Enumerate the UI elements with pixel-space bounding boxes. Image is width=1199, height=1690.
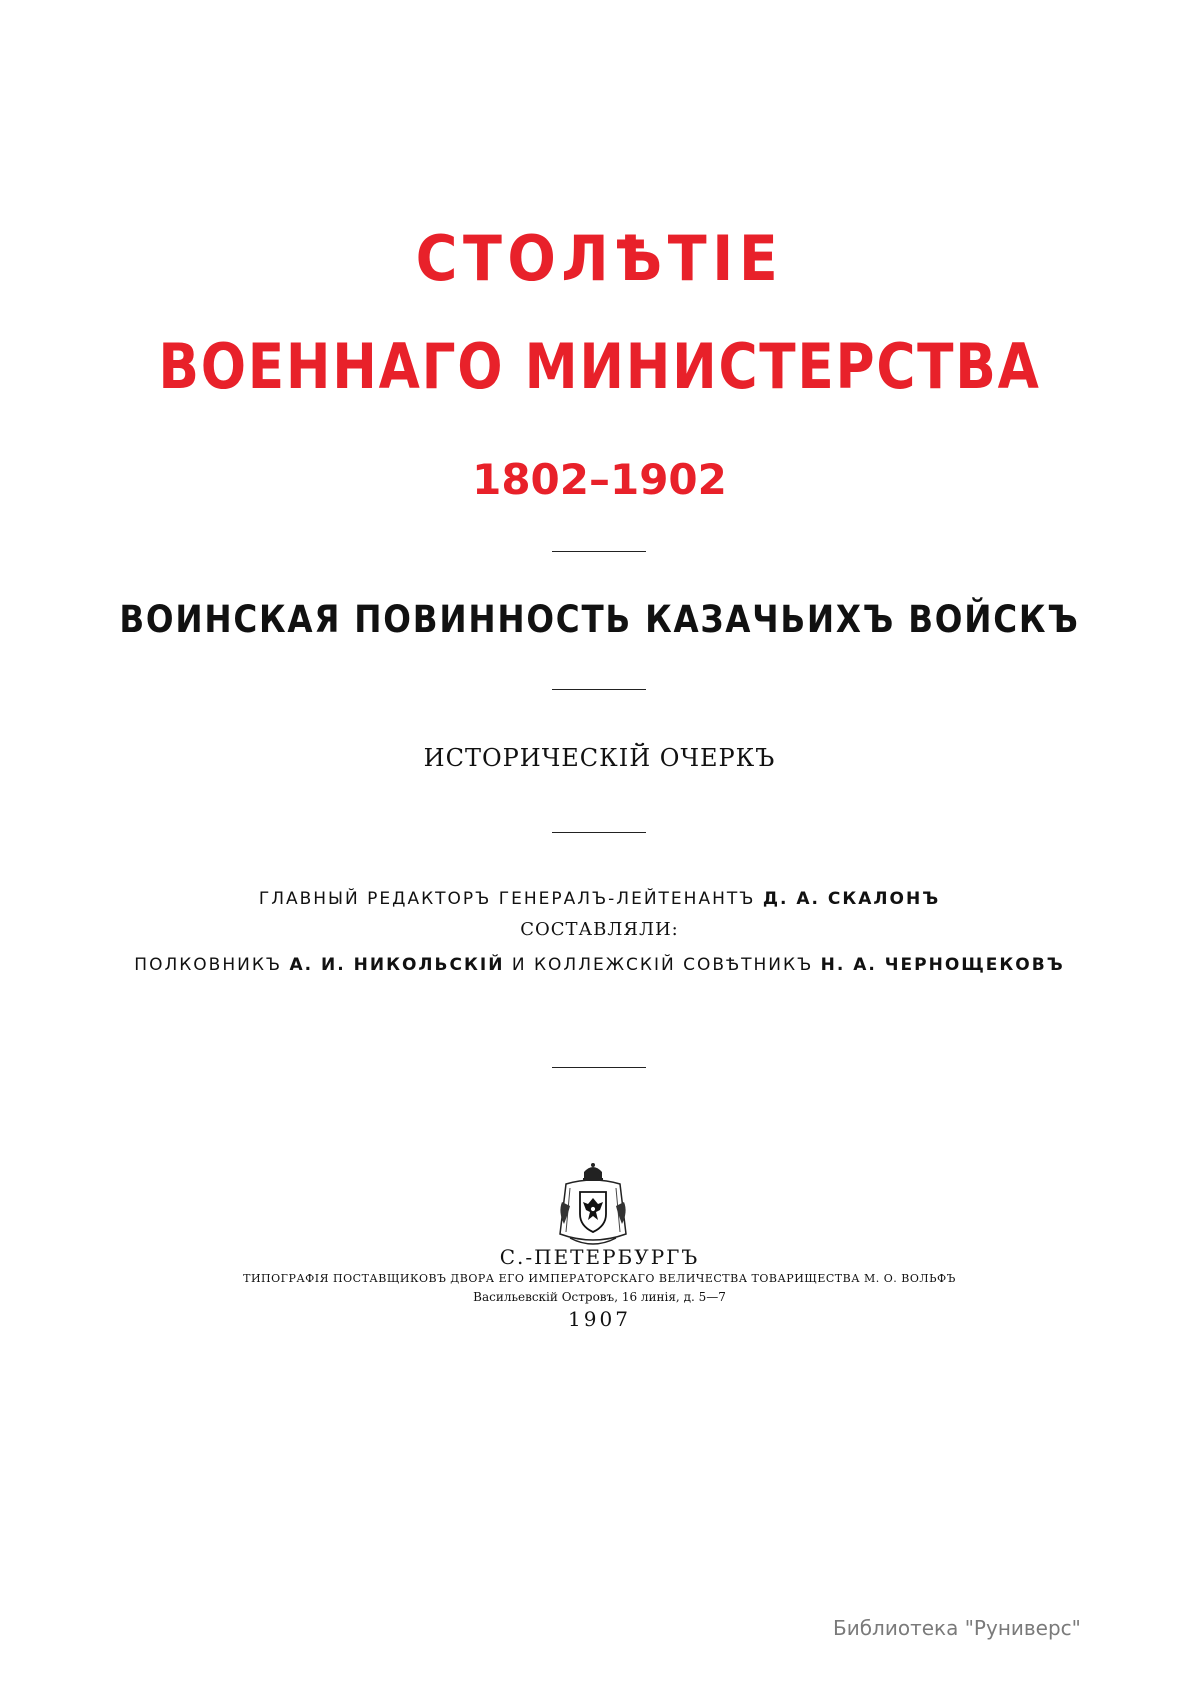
title-years: 1802–1902 — [472, 455, 727, 504]
author1-role: ПОЛКОВНИКЪ — [134, 955, 283, 975]
title-line-2: ВОЕННАГО МИНИСТЕРСТВА — [158, 330, 1041, 403]
author1-name: А. И. НИКОЛЬСКІЙ — [289, 955, 505, 975]
author-conjunction: И КОЛЛЕЖСКІЙ СОВѢТНИКЪ — [511, 955, 814, 975]
essay-label: ИСТОРИЧЕСКІЙ ОЧЕРКЪ — [423, 744, 776, 772]
divider-rule — [552, 832, 646, 833]
divider-rule — [552, 1067, 646, 1068]
credit-authors-line — [0, 955, 1199, 975]
divider-rule — [552, 689, 646, 690]
imprint-address: Васильевскій Островъ, 16 линія, д. 5—7 — [473, 1290, 726, 1304]
imprint-printer: ТИПОГРАФІЯ ПОСТАВЩИКОВЪ ДВОРА ЕГО ИМПЕРАТОРСКАГО ВЕЛИЧЕСТВА ТОВАРИЩЕСТВА М. О. ВОЛЬФЪ — [243, 1272, 956, 1285]
title-line-1: СТОЛѢТІЕ — [415, 222, 784, 295]
editor-role: ГЛАВНЫЙ РЕДАКТОРЪ ГЕНЕРАЛЪ-ЛЕЙТЕНАНТЪ — [258, 889, 756, 909]
imperial-coat-of-arms-icon — [556, 1162, 630, 1252]
editor-name: Д. А. СКАЛОНЪ — [762, 889, 941, 909]
imprint-year: 1907 — [568, 1307, 631, 1331]
credit-editor-line — [0, 889, 1199, 909]
divider-rule — [552, 551, 646, 552]
compiled-label: СОСТАВЛЯЛИ: — [520, 919, 679, 940]
library-watermark: Библиотека "Руниверс" — [833, 1616, 1081, 1640]
author2-name: Н. А. ЧЕРНОЩЕКОВЪ — [820, 955, 1065, 975]
subtitle: ВОИНСКАЯ ПОВИННОСТЬ КАЗАЧЬИХЪ ВОЙСКЪ — [119, 598, 1080, 641]
imprint-city: С.-ПЕТЕРБУРГЪ — [499, 1245, 700, 1269]
